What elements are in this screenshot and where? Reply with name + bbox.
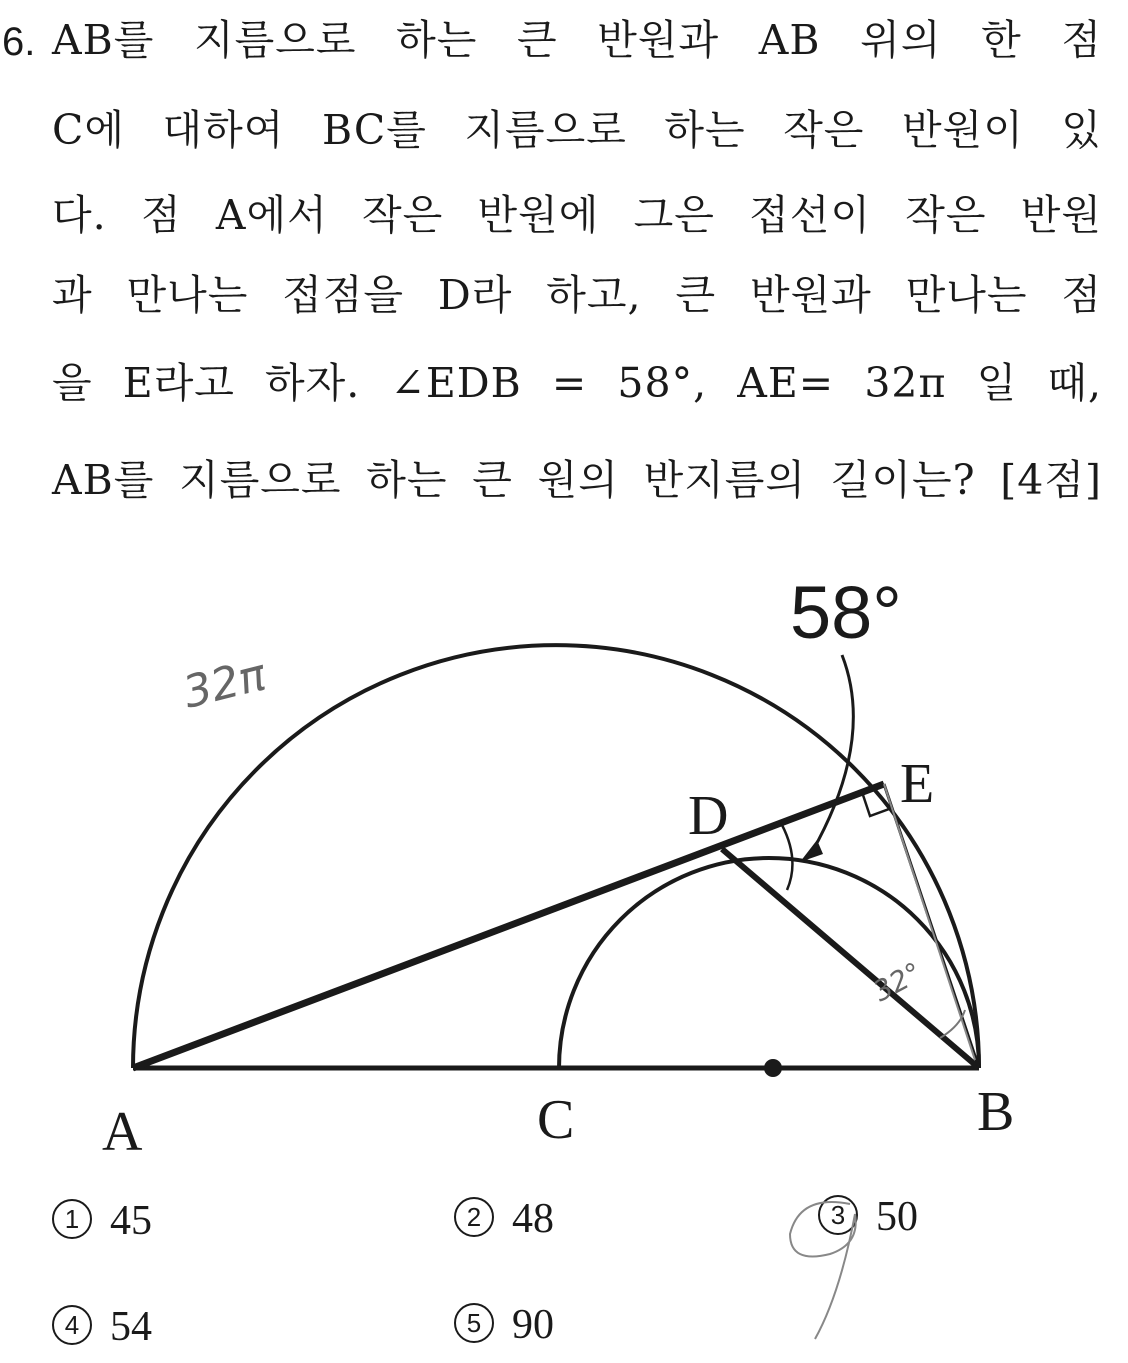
segment-db (722, 849, 979, 1068)
geometry-figure (0, 540, 1128, 1180)
choice-value: 45 (110, 1198, 152, 1244)
choice-value: 50 (876, 1194, 918, 1240)
question-line: 다. 점 A에서 작은 반원에 그은 접선이 작은 반원 (52, 191, 1102, 239)
point-label-e: E (900, 753, 935, 815)
choice-number: 3 (818, 1195, 858, 1235)
question-line: C에 대하여 BC를 지름으로 하는 작은 반원이 있 (52, 106, 1102, 154)
choice-number: 4 (52, 1305, 92, 1345)
figure-canvas (0, 540, 1128, 1180)
point-label-d: D (688, 785, 729, 847)
question-line: AB를 지름으로 하는 큰 반원과 AB 위의 한 점 (52, 16, 1102, 64)
choice-number: 2 (454, 1197, 494, 1237)
answer-choices (0, 1180, 1128, 1363)
question-line: AB를 지름으로 하는 큰 원의 반지름의 길이는? [4점] (52, 456, 1102, 504)
choice-value: 54 (110, 1304, 152, 1350)
angle-label: 58° (790, 571, 902, 654)
choice-number: 1 (52, 1199, 92, 1239)
choice-number: 5 (454, 1303, 494, 1343)
choice-value: 48 (512, 1196, 554, 1242)
point-label-b: B (977, 1081, 1015, 1143)
center-point (764, 1059, 782, 1077)
question-line: 과 만나는 접점을 D라 하고, 큰 반원과 만나는 점 (52, 271, 1102, 319)
choice-value: 90 (512, 1302, 554, 1348)
choice-5[interactable] (454, 1290, 554, 1360)
question-number: 6. (2, 20, 36, 64)
angle-arrow-head (800, 840, 823, 862)
handwritten-angle-note: 32° (867, 955, 928, 1009)
handwritten-arc-note: 32π (178, 649, 271, 719)
choice-1[interactable] (52, 1186, 152, 1256)
choice-4[interactable] (52, 1292, 152, 1362)
question-line: 을 E라고 하자. ∠EDB = 58°, AE= 32π 일 때, (52, 359, 1102, 407)
point-label-a: A (102, 1101, 143, 1163)
choice-2[interactable] (454, 1184, 554, 1254)
point-label-c: C (537, 1089, 575, 1151)
tangent-line-ae (133, 784, 884, 1068)
question (0, 0, 1128, 540)
angle-arrow (812, 655, 853, 852)
pencil-mark (770, 1174, 910, 1354)
